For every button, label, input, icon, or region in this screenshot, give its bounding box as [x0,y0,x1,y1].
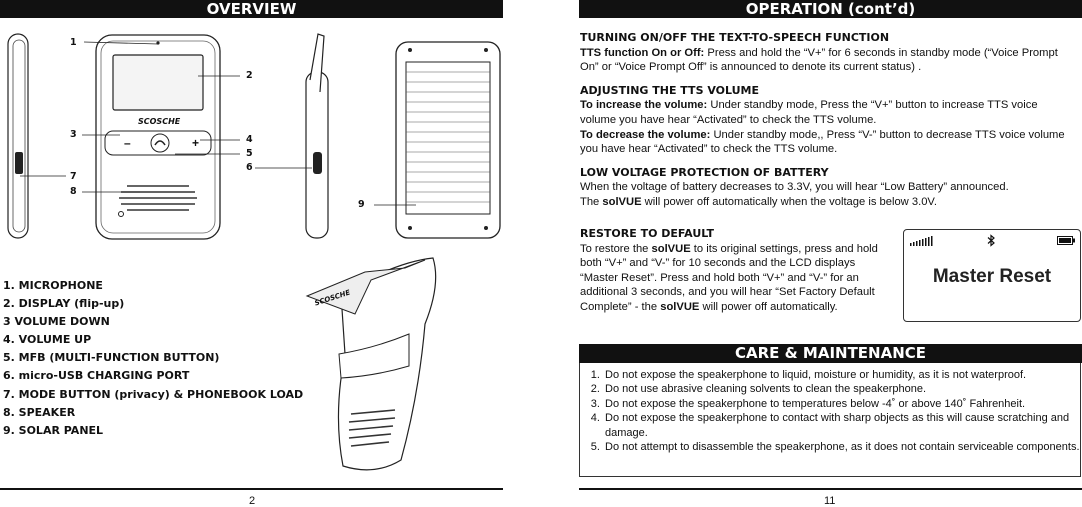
volume-increase-paragraph [580,98,1076,127]
left-page-number: 2 [249,495,256,507]
volume-minus-glyph: – [124,136,131,150]
list-item: 8. SPEAKER [3,405,76,419]
care-title-bar [579,344,1082,363]
brand-name: solVUE [651,242,691,255]
brand-name: solVUE [660,300,700,313]
left-footer-rule [0,488,503,490]
volume-plus-glyph: + [192,136,200,150]
list-item: 3. Do not expose the speakerphone to temperatures below -4˚ or above 140˚ Fahrenheit. [603,397,1080,411]
operation-body [580,31,1076,210]
volume-increase-label: To increase the volume: [580,99,708,112]
callout-4: 4 [246,134,253,145]
care-box [579,363,1081,477]
bluetooth-icon [986,234,996,247]
low-voltage-post: will power off automatically when the voltage is below 3.0V. [641,195,937,208]
volume-heading: ADJUSTING THE TTS VOLUME [580,83,759,97]
callout-1: 1 [70,37,77,48]
lcd-display [903,229,1081,322]
care-title: CARE & MAINTENANCE [734,344,927,362]
right-footer-rule [579,488,1082,490]
callout-6: 6 [246,162,253,173]
overview-title: OVERVIEW [206,0,297,18]
list-item: 1. Do not expose the speakerphone to liquid, moisture or humidity, as it is not waterproof. [603,368,1080,382]
list-item: 9. SOLAR PANEL [3,423,104,437]
callout-7: 7 [70,171,77,182]
perspective-brand-logo: SCOSCHE [313,288,352,308]
operation-title: OPERATION (cont’d) [745,0,916,18]
volume-decrease-paragraph [580,128,1076,157]
list-item: 7. MODE BUTTON (privacy) & PHONEBOOK LOAD [3,387,304,401]
list-item: 2. DISPLAY (flip-up) [3,297,125,311]
list-item: 6. micro-USB CHARGING PORT [3,369,190,383]
lcd-message: Master Reset [932,266,1052,287]
list-item: 3 VOLUME DOWN [3,315,110,329]
tts-label: TTS function On or Off: [580,46,705,59]
brand-name: solVUE [602,195,642,208]
callout-5: 5 [246,148,253,159]
restore-text-2: to its original settings, press and hold both “V+” and “V-” for 10 seconds and the LCD displays “Master Reset”. Press and hold both “V+” and “V-” for an additional 3 seconds, and you will hear “Set Factory Default Complete” - the [580,242,878,313]
battery-icon [1057,236,1075,245]
list-item: 2. Do not use abrasive cleaning solvents to clean the speakerphone. [603,382,1080,396]
volume-increase-text: Under standby mode, Press the “V+” button to increase TTS voice volume you have hear “Activated” to check the TTS volume. [580,99,1038,126]
right-page-number: 11 [824,495,836,507]
callout-3: 3 [70,129,77,140]
restore-text-1: To restore the [580,242,652,255]
list-item: 4. Do not expose the speakerphone to contact with sharp objects as this will cause scratching and damage. [603,411,1080,440]
operation-title-bar [579,0,1082,18]
list-item: 5. Do not attempt to disassemble the speakerphone, as it does not contain serviceable components. [603,440,1080,454]
restore-text-3: will power off automatically. [699,300,838,313]
low-voltage-heading: LOW VOLTAGE PROTECTION OF BATTERY [580,165,829,179]
brand-logo: SCOSCHE [138,117,181,126]
restore-heading: RESTORE TO DEFAULT [580,227,714,240]
volume-decrease-label: To decrease the volume: [580,128,711,141]
signal-strength-icon [910,236,940,246]
restore-section [580,227,880,315]
callout-9: 9 [358,199,365,210]
list-item: 4. VOLUME UP [3,333,92,347]
volume-decrease-text: Under standby mode,, Press “V-” button to decrease TTS voice volume you have hear “Activated” to check the TTS volume. [580,128,1065,156]
tts-heading: TURNING ON/OFF THE TEXT-TO-SPEECH FUNCTION [580,31,890,44]
callout-2: 2 [246,70,253,81]
tts-paragraph [580,46,1076,75]
care-list [580,368,1080,454]
parts-list [3,277,303,440]
restore-paragraph [580,242,880,315]
low-voltage-line2 [580,195,1076,210]
low-voltage-pre: The [580,195,603,208]
callout-8: 8 [70,186,77,197]
device-perspective-view [305,254,440,472]
list-item: 1. MICROPHONE [3,279,103,292]
list-item: 5. MFB (MULTI-FUNCTION BUTTON) [3,351,220,365]
low-voltage-line1: When the voltage of battery decreases to 3.3V, you will hear “Low Battery” announced. [580,181,1009,194]
tts-text: Press and hold the “V+” for 6 seconds in standby mode (“Voice Prompt On” or “Voice Prompt Off” is announced to denote its current status) . [580,46,1058,74]
